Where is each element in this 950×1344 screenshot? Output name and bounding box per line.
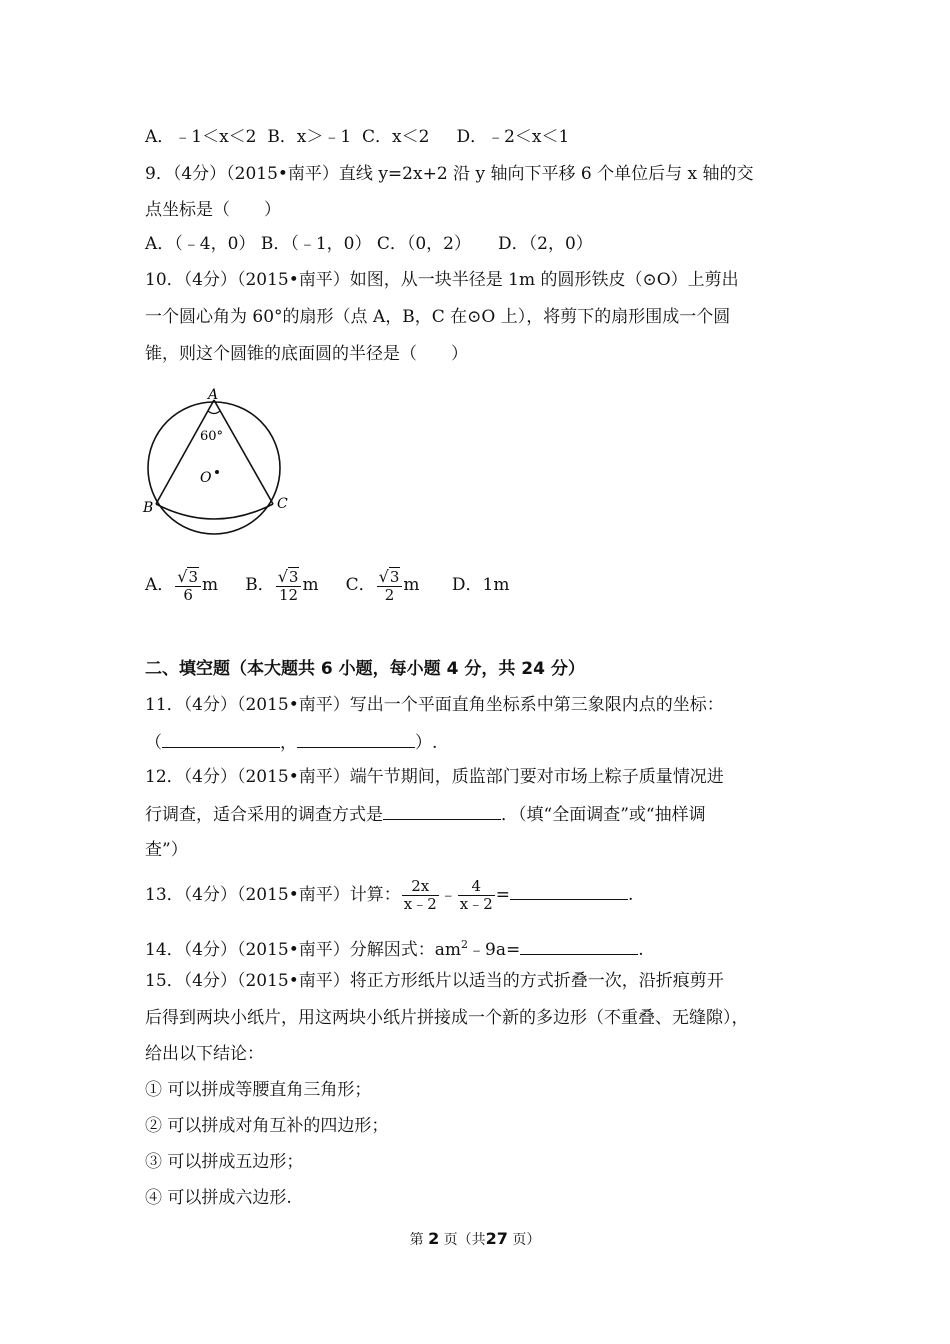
q15-item-4: ④ 可以拼成六边形. [145, 1188, 292, 1208]
q12-answer-blank[interactable] [383, 803, 501, 820]
q11-open-paren: （ [145, 733, 162, 753]
q15-item-2: ② 可以拼成对角互补的四边形； [145, 1116, 389, 1136]
q10-option-c-prefix: C． [345, 575, 376, 595]
page-footer [0, 1230, 950, 1249]
q10-line-1: 10．（4分）（2015•南平）如图，从一块半径是 1m 的圆形铁皮（⊙O）上剪出 [145, 270, 739, 290]
q14-line [145, 934, 820, 961]
q9-options [145, 233, 820, 255]
q10-option-a-unit: m [202, 575, 219, 595]
q13-fraction-2-numerator: 4 [458, 878, 495, 896]
footer-page-number: 2 [428, 1229, 440, 1248]
circle-sector-figure [138, 386, 298, 536]
angle-mark [208, 411, 220, 414]
q12-line-2 [145, 803, 820, 826]
q10-option-a-prefix: A． [145, 575, 175, 595]
q13-fraction-1-numerator: 2x [402, 878, 439, 896]
q13-fraction-1 [402, 878, 439, 913]
q14-suffix: ﹣9a= [468, 940, 521, 960]
q15-line-2: 后得到两块小纸片，用这两块小纸片拼接成一个新的多边形（不重叠、无缝隙）， [145, 1008, 749, 1028]
footer-pre: 第 [409, 1232, 424, 1248]
q13-answer-blank[interactable] [510, 883, 628, 900]
q10-option-a-denominator: 6 [183, 585, 193, 604]
q9-line-1: 9．（4分）（2015•南平）直线 y=2x+2 沿 y 轴向下平移 6 个单位后与 x 轴的交 [145, 164, 754, 184]
label-b: B [143, 500, 154, 516]
q11-line-1: 11．（4分）（2015•南平）写出一个平面直角坐标系中第三象限内点的坐标： [145, 695, 724, 715]
q8-option-c: C．x＜2 [362, 127, 430, 147]
q9-option-b: B．（﹣1，0） [260, 234, 372, 254]
q11-answer-blank-y[interactable] [297, 731, 415, 748]
q13-fraction-2 [458, 878, 495, 913]
q14-answer-blank[interactable] [520, 938, 638, 955]
center-point-o [215, 470, 219, 474]
q13-end: . [628, 885, 634, 905]
sector-arc-bc [156, 504, 273, 519]
q14-end: . [638, 940, 644, 960]
q12-line-2-before: 行调查，适合采用的调查方式是 [145, 805, 383, 825]
section-2-title: 二、填空题（本大题共 6 小题，每小题 4 分，共 24 分） [145, 659, 585, 679]
q13-fraction-1-denominator: x﹣2 [403, 895, 437, 913]
q9-option-a: A．（﹣4，0） [145, 234, 256, 254]
sector-side-ab [156, 400, 214, 504]
q15-item-1: ① 可以拼成等腰直角三角形； [145, 1080, 372, 1100]
q12-line-1: 12．（4分）（2015•南平）端午节期间，质监部门要对市场上粽子质量情况进 [145, 767, 724, 787]
q14-exponent: 2 [461, 938, 468, 951]
label-a: A [208, 387, 219, 403]
q10-option-b-prefix: B． [245, 575, 275, 595]
q10-option-b-radicand: 3 [288, 567, 299, 586]
sector-side-ac [214, 400, 273, 504]
q10-option-c-unit: m [403, 575, 420, 595]
q15-item-3: ③ 可以拼成五边形； [145, 1152, 304, 1172]
footer-post: 页） [512, 1232, 541, 1248]
q10-option-a-radicand: 3 [188, 567, 199, 586]
circle-o [148, 402, 280, 534]
q11-comma: ， [280, 733, 297, 753]
q8-option-d: D．﹣2＜x＜1 [456, 127, 570, 147]
q13-equals: = [495, 885, 511, 905]
q10-option-a-fraction: $\frac{√3}{6}$ [175, 568, 201, 604]
q10-option-b-fraction: $\frac{√3}{12}$ [276, 568, 302, 604]
footer-mid: 页（共 [443, 1232, 486, 1248]
q10-line-2: 一个圆心角为 60°的扇形（点 A，B，C 在⊙O 上），将剪下的扇形围成一个圆 [145, 307, 731, 327]
q11-answer-blank-x[interactable] [162, 731, 280, 748]
q10-option-c-denominator: 2 [384, 585, 395, 604]
q9-line-2: 点坐标是（ ） [145, 200, 281, 220]
angle-label: 60° [200, 429, 224, 444]
q12-line-2-after: ．（填“全面调查”或“抽样调 [501, 805, 706, 825]
q15-line-3: 给出以下结论： [145, 1044, 264, 1064]
q10-line-3: 锥，则这个圆锥的底面圆的半径是（ ） [145, 344, 468, 364]
q11-line-2 [145, 731, 820, 754]
q10-option-b-denominator: 12 [279, 585, 299, 604]
q10-option-b-unit: m [302, 575, 319, 595]
q14-prefix: 14．（4分）（2015•南平）分解因式：am [145, 940, 461, 960]
q8-option-b: B．x＞﹣1 [267, 127, 352, 147]
q15-line-1: 15．（4分）（2015•南平）将正方形纸片以适当的方式折叠一次，沿折痕剪开 [145, 971, 724, 991]
q10-option-c-radicand: 3 [389, 567, 400, 586]
q11-close-paren: ）. [415, 733, 438, 753]
label-c: C [277, 496, 288, 512]
q13-line [145, 873, 820, 919]
footer-total-pages: 27 [485, 1229, 508, 1248]
q8-option-a: A．﹣1＜x＜2 [145, 127, 257, 147]
q8-options [145, 126, 820, 148]
q13-prefix: 13．（4分）（2015•南平）计算： [145, 885, 401, 905]
q13-fraction-2-denominator: x﹣2 [459, 895, 493, 913]
q12-line-3: 查”） [145, 840, 188, 860]
q10-option-c-fraction: $\frac{√3}{2}$ [377, 568, 403, 604]
q10-options [145, 566, 820, 606]
q10-option-d: D．1m [451, 575, 510, 595]
q13-minus: ﹣ [439, 885, 457, 905]
q9-option-d: D．（2，0） [498, 234, 593, 254]
q9-option-c: C．（0，2） [376, 234, 471, 254]
label-o: O [200, 470, 212, 486]
